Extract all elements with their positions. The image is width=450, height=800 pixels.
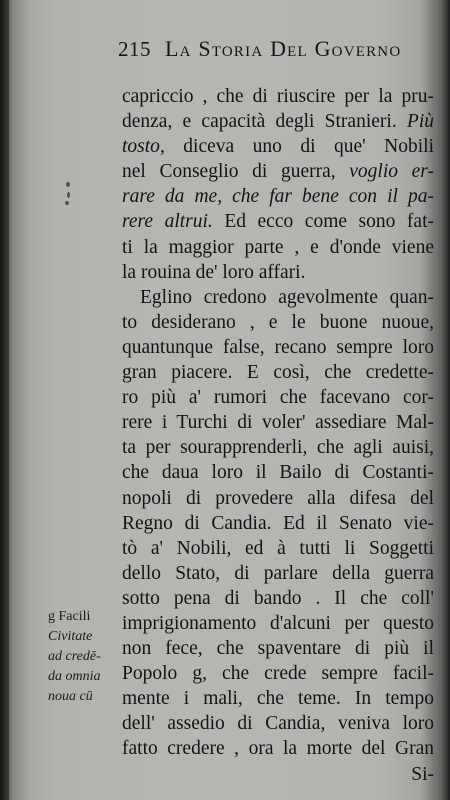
text-line [122,310,434,335]
paper-speck [66,182,70,187]
paper-speck [65,201,69,205]
roman-text: Eglino credono agevolmente quan- [140,286,434,308]
text-line [122,209,434,234]
italic-text: Più [406,111,434,133]
roman-text: mente i mali, che teme. In tempo [122,688,434,710]
roman-text: nopoli di provedere alla difesa del [122,487,434,509]
roman-text: quantunque false, recano sempre loro [122,336,434,358]
marginal-note-line: ad credē- [48,649,101,664]
roman-text: Si- [411,763,434,785]
roman-text: ti la maggior parte , e d'onde viene [122,236,434,258]
roman-text: dello Stato, di parlare della guerra [122,562,434,584]
text-line [122,360,434,385]
text-line [122,636,434,661]
roman-text: Popolo g, che crede sempre facil- [122,663,434,685]
body-text [122,84,434,787]
text-line [122,159,434,184]
italic-text: rere altrui. [122,211,213,233]
marginal-note-line: g Facili [48,609,91,624]
page-number: 215 [118,37,151,61]
running-header [118,36,443,66]
book-spine-shadow [0,0,9,800]
text-line [122,736,434,761]
text-line [122,711,434,736]
text-line [122,511,434,536]
text-line [122,260,434,285]
roman-text: , diceva uno di que' Nobili [159,136,434,158]
paper-speck [67,192,70,198]
text-line [122,762,434,787]
roman-text: capriccio , che di riuscire per la pru- [122,86,434,107]
italic-text: voglio er- [349,161,434,183]
running-title: La Storia Del Governo [165,36,402,61]
marginal-note [48,607,120,707]
roman-text: rere i Turchi di voler' assediare Mal- [122,412,434,434]
italic-text: rare da me, che far bene con il pa- [122,186,434,208]
text-line [122,611,434,636]
roman-text: Ed ecco come sono fat- [212,211,434,233]
marginal-note-line: da omnia [48,669,101,684]
text-line [122,335,434,360]
text-line [122,285,434,310]
roman-text: nel Conseglio di guerra, [122,161,350,183]
text-line [122,536,434,561]
text-line [122,661,434,686]
marginal-note-line: noua cū [48,689,93,704]
italic-text: tosto [122,136,160,158]
roman-text: ta per sourapprenderli, che agli auisi, [122,437,434,459]
text-line [122,84,434,109]
roman-text: gran piacere. E così, che credette- [122,362,434,384]
text-line [122,486,434,511]
text-line [122,410,434,435]
text-line [122,235,434,260]
text-line [122,184,434,209]
roman-text: non fece, che spaventare di più il [122,638,434,660]
roman-text: che daua loro il Bailo di Costanti- [122,462,434,484]
page-edge-shadow [440,0,450,800]
text-line [122,385,434,410]
text-line [122,686,434,711]
text-line [122,561,434,586]
roman-text: sotto pena di bando . Il che coll' [122,587,434,609]
roman-text: fatto credere , ora la morte del Gran [122,738,434,760]
text-line [122,109,434,134]
text-line [122,435,434,460]
roman-text: Regno di Candia. Ed il Senato vie- [122,512,434,534]
roman-text: to desiderano , e le buone nuoue, [122,311,434,333]
roman-text: dell' assedio di Candia, veniva loro [122,713,434,735]
marginal-note-line: Civitate [48,629,93,644]
roman-text: denza, e capacità degli Stranieri. [122,111,407,133]
roman-text: imprigionamento d'alcuni per questo [122,612,434,634]
text-line [122,586,434,611]
roman-text: tò a' Nobili, ed à tutti li Soggetti [122,537,434,559]
roman-text: la rouina de' loro affari. [122,261,306,283]
roman-text: ro più a' rumori che facevano cor- [122,387,434,409]
text-line [122,134,434,159]
text-line [122,460,434,485]
